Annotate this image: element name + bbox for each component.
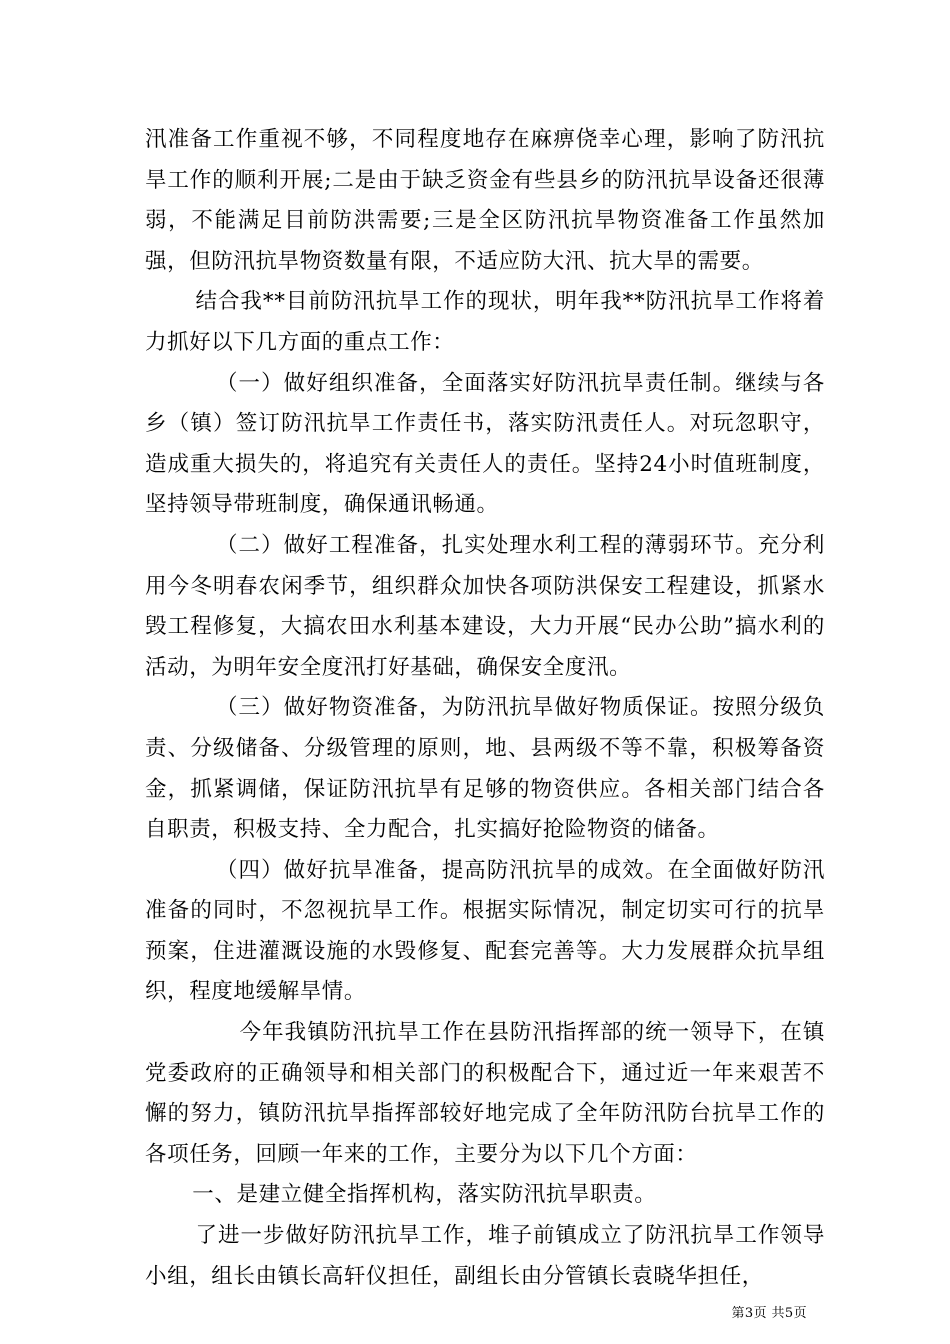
section-heading-1: 一、是建立健全指挥机构，落实防汛抗旱职责。 — [192, 1182, 657, 1208]
document-body — [145, 120, 825, 1297]
paragraph-item-2: （二）做好工程准备，扎实处理水利工程的薄弱环节。充分利用今冬明春农闲季节，组织群众加快各项防洪保安工程建设，抓紧水毁工程修复，大搞农田水利基本建设，大力开展“民办公助”搞水利的活动，为明年安全度汛打好基础，确保安全度汛。 — [145, 532, 825, 680]
paragraph-item-3: （三）做好物资准备，为防汛抗旱做好物质保证。按照分级负责、分级储备、分级管理的原则，地、县两级不等不靠，积极筹备资金，抓紧调储，保证防汛抗旱有足够的物资供应。各相关部门结合各自职责，积极支持、全力配合，扎实搞好抢险物资的储备。 — [145, 695, 825, 843]
paragraph-intro: 结合我**目前防汛抗旱工作的现状，明年我**防汛抗旱工作将着力抓好以下几方面的重点工作： — [145, 289, 825, 355]
paragraph-item-1: （一）做好组织准备，全面落实好防汛抗旱责任制。继续与各乡（镇）签订防汛抗旱工作责任书，落实防汛责任人。对玩忽职守，造成重大损失的，将追究有关责任人的责任。坚持24小时值班制度，坚持领导带班制度，确保通讯畅通。 — [145, 370, 825, 518]
paragraph-summary: 今年我镇防汛抗旱工作在县防汛指挥部的统一领导下，在镇党委政府的正确领导和相关部门的积极配合下，通过近一年来艰苦不懈的努力，镇防汛抗旱指挥部较好地完成了全年防汛防台抗旱工作的各项任务，回顾一年来的工作，主要分为以下几个方面： — [145, 1020, 825, 1167]
page-number-footer: 第3页 共5页 — [731, 1306, 807, 1321]
paragraph-continuation: 汛准备工作重视不够，不同程度地存在麻痹侥幸心理，影响了防汛抗旱工作的顺利开展;二是由于缺乏资金有些县乡的防汛抗旱设备还很薄弱，不能满足目前防洪需要;三是全区防汛抗旱物资准备工作虽然加强，但防汛抗旱物资数量有限，不适应防大汛、抗大旱的需要。 — [145, 127, 825, 274]
paragraph-section-1: 了进一步做好防汛抗旱工作，堆子前镇成立了防汛抗旱工作领导小组，组长由镇长高轩仪担任，副组长由分管镇长袁晓华担任， — [145, 1223, 825, 1289]
paragraph-item-4: （四）做好抗旱准备，提高防汛抗旱的成效。在全面做好防汛准备的同时，不忽视抗旱工作。根据实际情况，制定切实可行的抗旱预案，住进灌溉设施的水毁修复、配套完善等。大力发展群众抗旱组织，程度地缓解旱情。 — [145, 857, 825, 1005]
